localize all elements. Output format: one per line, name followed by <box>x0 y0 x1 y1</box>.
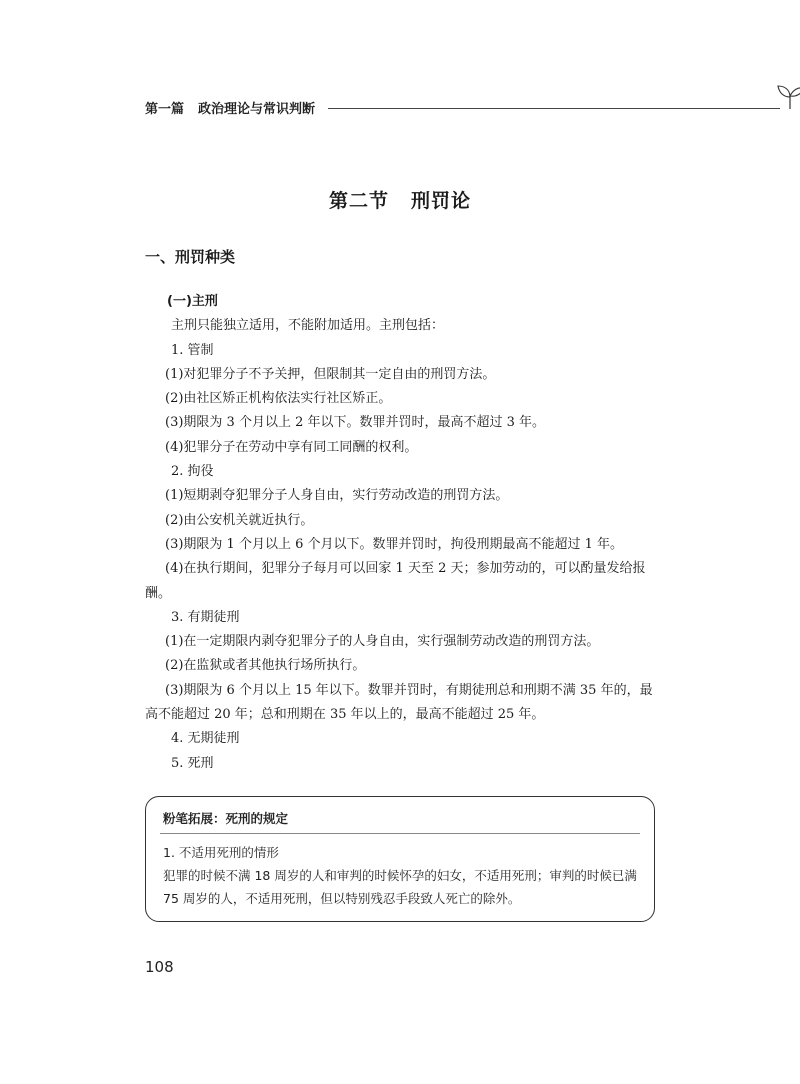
callout-body <box>163 841 643 910</box>
list-item: (2)由社区矫正机构依法实行社区矫正。 <box>165 391 392 407</box>
intro-paragraph: 主刑只能独立适用，不能附加适用。主刑包括： <box>171 318 445 334</box>
section-title <box>0 186 800 213</box>
list-item: (1)在一定期限内剥夺犯罪分子的人身自由，实行强制劳动改造的刑罚方法。 <box>165 634 600 650</box>
callout-box <box>145 796 655 922</box>
list-heading: 5. 死刑 <box>171 755 214 771</box>
running-header <box>145 96 665 120</box>
heading-level-1: 一、刑罚种类 <box>145 248 236 266</box>
callout-title: 粉笔拓展：死刑的规定 <box>163 811 289 826</box>
list-heading: 2. 拘役 <box>171 464 214 480</box>
list-item: (4)在执行期间，犯罪分子每月可以回家 1 天至 2 天；参加劳动的，可以酌量发给报酬。 <box>145 561 646 601</box>
list-item: (2)在监狱或者其他执行场所执行。 <box>165 658 366 674</box>
list-item: (2)由公安机关就近执行。 <box>165 512 314 528</box>
list-item: (1)对犯罪分子不予关押，但限制其一定自由的刑罚方法。 <box>165 366 496 382</box>
callout-item-title: 1. 不适用死刑的情形 <box>163 845 279 860</box>
section-name: 刑罚论 <box>411 190 472 212</box>
list-heading: 4. 无期徒刑 <box>171 731 240 747</box>
list-item: (3)期限为 6 个月以上 15 年以下。数罪并罚时，有期徒刑总和刑期不满 35 年的，最高不能超过 20 年；总和刑期在 35 年以上的，最高不能超过 25 年。 <box>145 682 653 723</box>
sprout-icon <box>775 82 800 110</box>
header-title: 政治理论与常识判断 <box>198 102 316 117</box>
list-item: (1)短期剥夺犯罪分子人身自由，实行劳动改造的刑罚方法。 <box>165 488 509 504</box>
page-number: 108 <box>145 958 174 976</box>
header-rule <box>328 108 780 109</box>
list-heading: 3. 有期徒刑 <box>171 609 240 625</box>
subheading: (一)主刑 <box>167 294 218 309</box>
list-item: (4)犯罪分子在劳动中享有同工同酬的权利。 <box>165 439 418 455</box>
section-number: 第二节 <box>328 190 389 212</box>
list-heading: 1. 管制 <box>171 342 214 358</box>
header-part: 第一篇 <box>145 102 185 117</box>
callout-item-text: 犯罪的时候不满 18 周岁的人和审判的时候怀孕的妇女，不适用死刑；审判的时候已满 75 周岁的人，不适用死刑，但以特别残忍手段致人死亡的除外。 <box>163 868 637 906</box>
list-item: (3)期限为 1 个月以上 6 个月以下。数罪并罚时，拘役刑期最高不能超过 1 年。 <box>165 536 624 552</box>
body-text <box>145 290 660 776</box>
header-text <box>145 98 315 117</box>
list-item: (3)期限为 3 个月以上 2 年以下。数罪并罚时，最高不超过 3 年。 <box>165 415 546 431</box>
callout-divider <box>160 833 640 834</box>
